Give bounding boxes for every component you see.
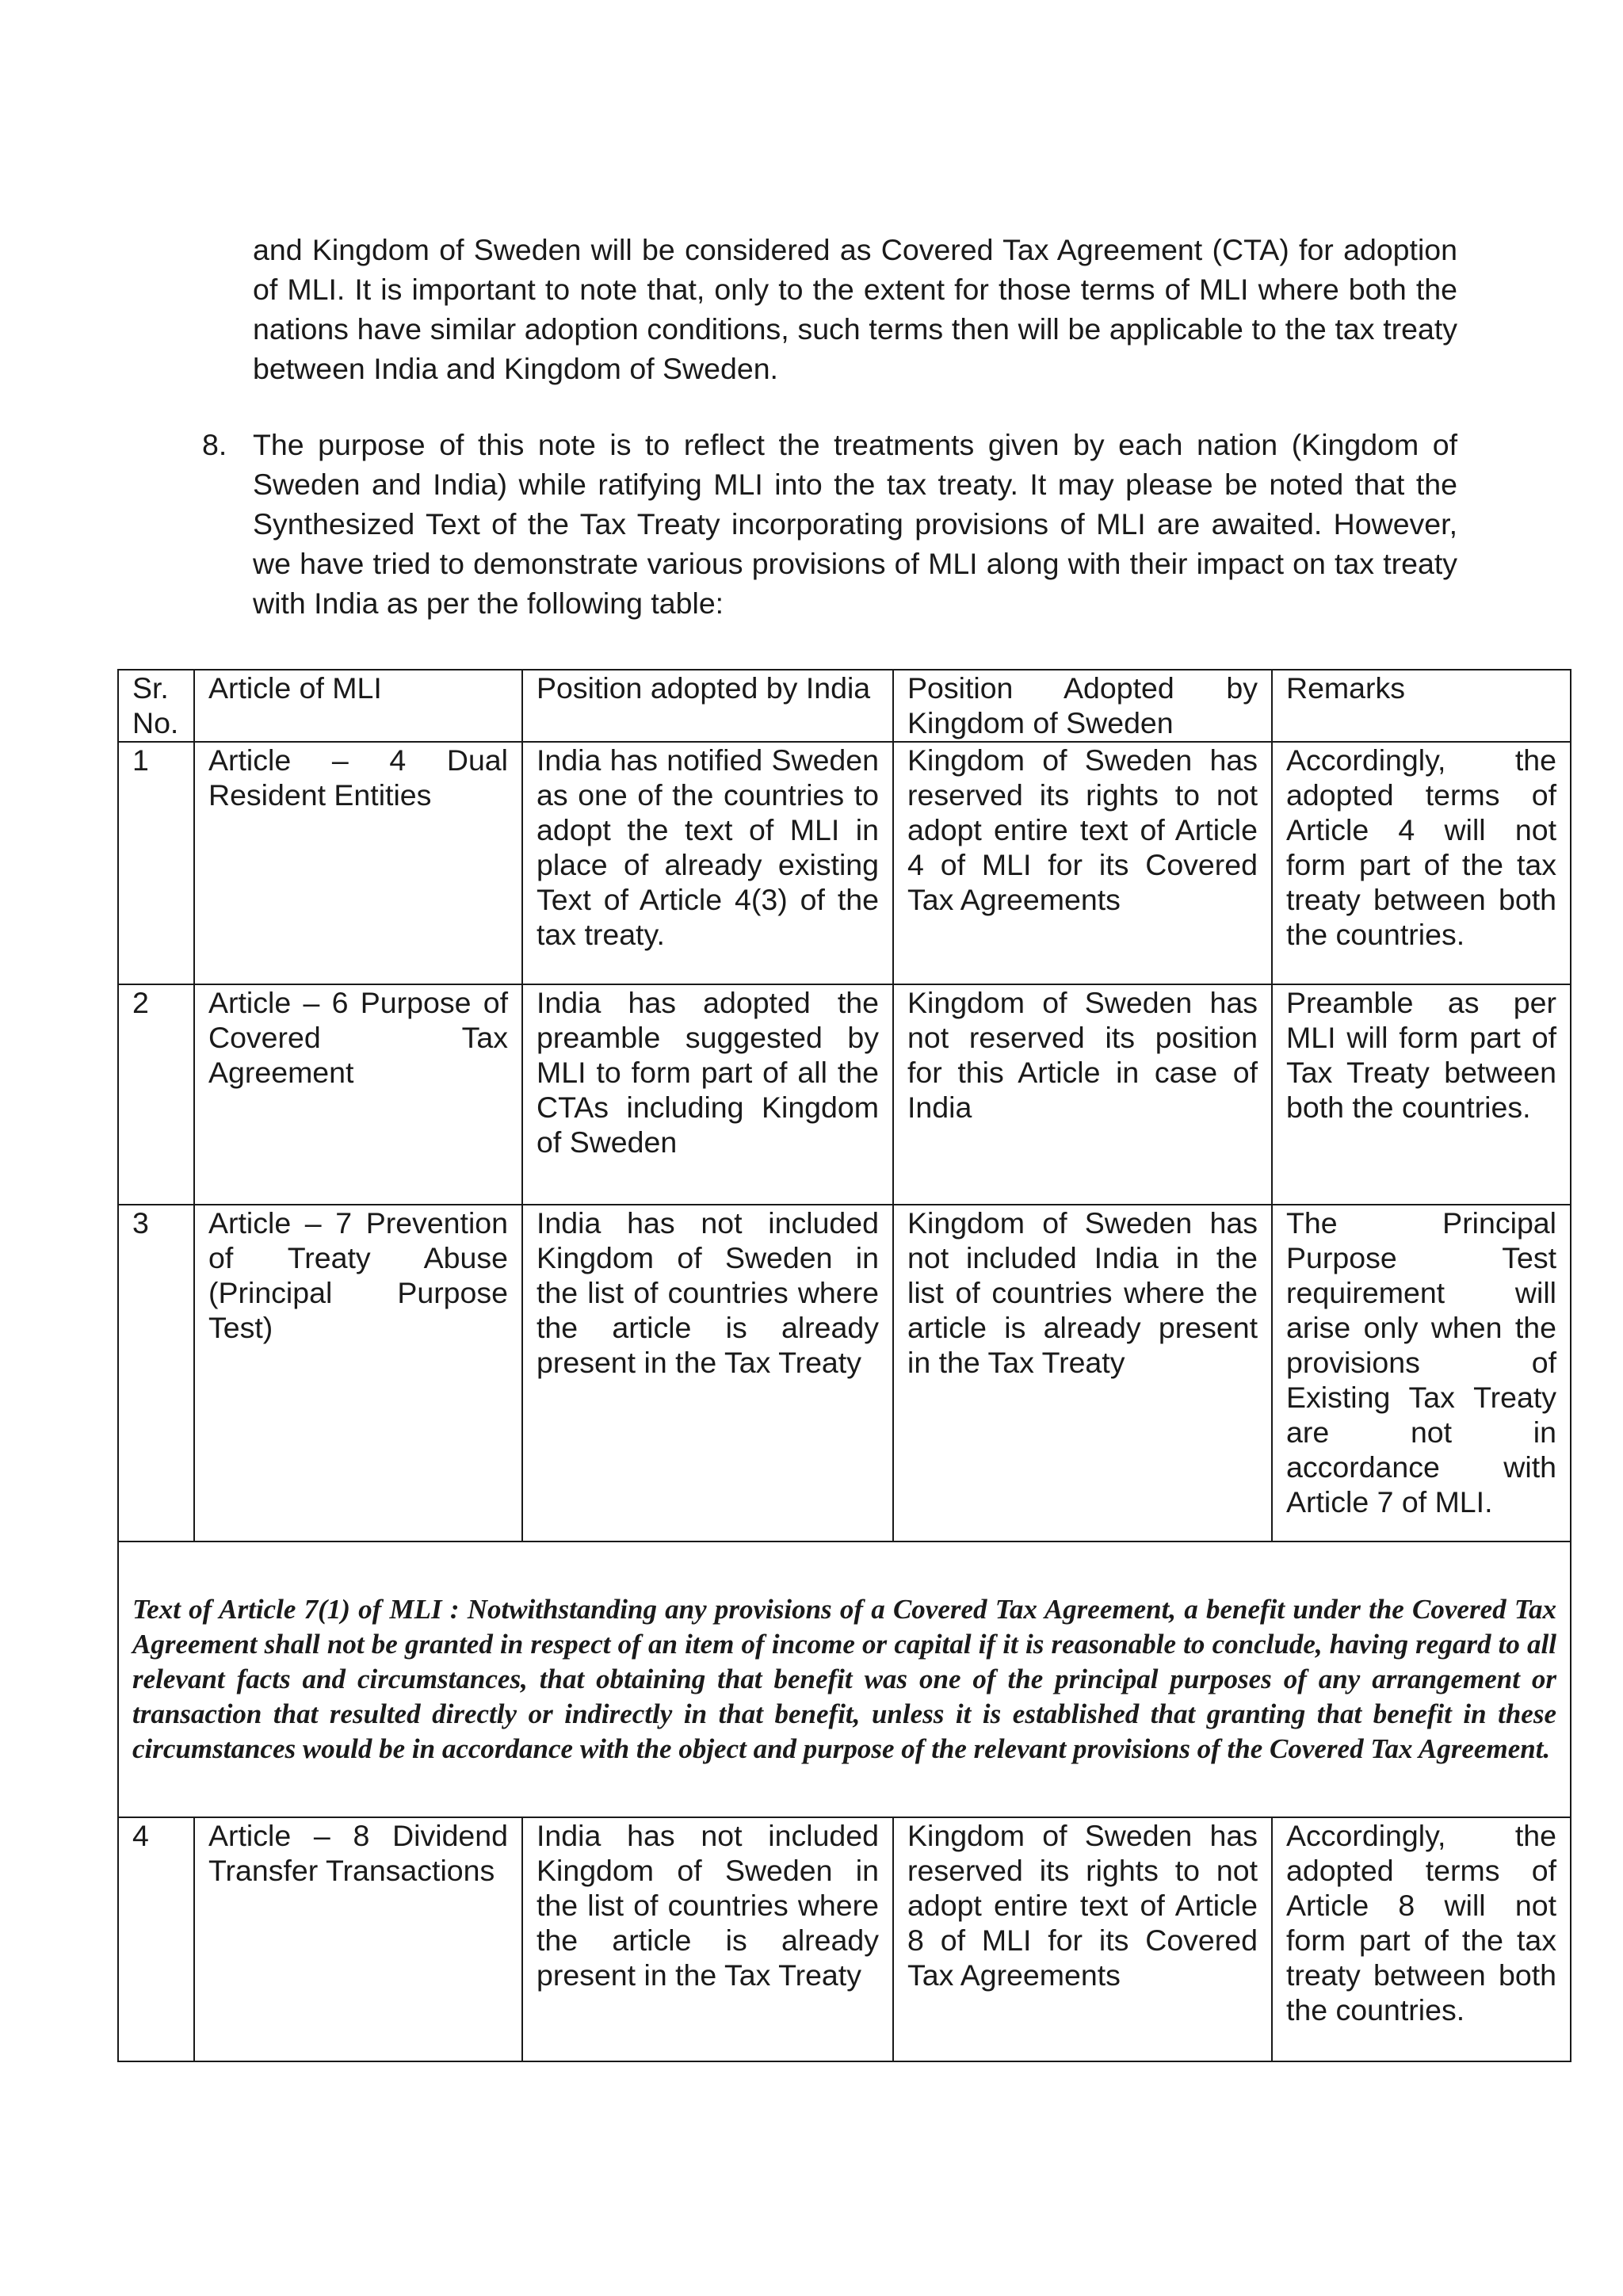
cell-india: India has not included Kingdom of Sweden in the list of countries where the article is already present in the Tax Treaty: [522, 1817, 893, 2061]
cell-india: India has notified Sweden as one of the countries to adopt the text of MLI in place of already existing Text of Article 4(3) of the tax treaty.: [522, 742, 893, 984]
cell-article: Article – 6 Purpose of Covered Tax Agreement: [194, 984, 522, 1205]
table-row: [118, 742, 1571, 984]
cell-sweden: Kingdom of Sweden has reserved its rights to not adopt entire text of Article 8 of MLI for its Covered Tax Agreements: [893, 1817, 1272, 2061]
header-remarks: Remarks: [1272, 670, 1571, 742]
cell-india: India has adopted the preamble suggested by MLI to form part of all the CTAs including Kingdom of Sweden: [522, 984, 893, 1205]
header-article: Article of MLI: [194, 670, 522, 742]
cell-remarks: Accordingly, the adopted terms of Article 8 will not form part of the tax treaty between both the countries.: [1272, 1817, 1571, 2061]
cell-sr: 2: [118, 984, 194, 1205]
cell-remarks: The Principal Purpose Test requirement will arise only when the provisions of Existing Tax Treaty are not in accordance with Article 7 of MLI.: [1272, 1205, 1571, 1541]
header-sweden: Position Adopted by Kingdom of Sweden: [893, 670, 1272, 742]
cell-article: Article – 4 Dual Resident Entities: [194, 742, 522, 984]
cell-remarks: Preamble as per MLI will form part of Tax Treaty between both the countries.: [1272, 984, 1571, 1205]
intro-paragraph: and Kingdom of Sweden will be considered as Covered Tax Agreement (CTA) for adoption of MLI. It is important to note that, only to the extent for those terms of MLI where both the nations have similar adoption conditions, such terms then will be applicable to the tax treaty between India and Kingdom of Sweden.: [253, 233, 1457, 385]
cell-article: Article – 7 Prevention of Treaty Abuse (Principal Purpose Test): [194, 1205, 522, 1541]
table-header-row: [118, 670, 1571, 742]
cell-remarks: Accordingly, the adopted terms of Article 4 will not form part of the tax treaty between both the countries.: [1272, 742, 1571, 984]
table-row: [118, 1817, 1571, 2061]
point-number: 8.: [202, 428, 227, 461]
cell-india: India has not included Kingdom of Sweden in the list of countries where the article is already present in the Tax Treaty: [522, 1205, 893, 1541]
cell-sweden: Kingdom of Sweden has not included India in the list of countries where the article is already present in the Tax Treaty: [893, 1205, 1272, 1541]
cell-sweden: Kingdom of Sweden has not reserved its position for this Article in case of India: [893, 984, 1272, 1205]
point-8: [202, 425, 1457, 623]
point-text: The purpose of this note is to reflect the treatments given by each nation (Kingdom of Sweden and India) while ratifying MLI into the tax treaty. It may please be noted that the Synthesized Text of the Tax Treaty incorporating provisions of MLI are awaited. However, we have tried to demonstrate various provisions of MLI along with their impact on tax treaty with India as per the following table:: [253, 428, 1457, 620]
header-sr-no: Sr. No.: [118, 670, 194, 742]
header-india: Position adopted by India: [522, 670, 893, 742]
article7-note: Text of Article 7(1) of MLI : Notwithstanding any provisions of a Covered Tax Agreement, a benefit under the Covered Tax Agreement shall not be granted in respect of an item of income or capital if it is reasonable to conclude, having regard to all relevant facts and circumstances, that obtaining that benefit was one of the principal purposes of any arrangement or transaction that resulted directly or indirectly in that benefit, unless it is established that granting that benefit in these circumstances would be in accordance with the object and purpose of the relevant provisions of the Covered Tax Agreement.: [118, 1541, 1571, 1817]
cell-sr: 3: [118, 1205, 194, 1541]
article7-note-row: [118, 1541, 1571, 1817]
cell-sweden: Kingdom of Sweden has reserved its rights to not adopt entire text of Article 4 of MLI for its Covered Tax Agreements: [893, 742, 1272, 984]
table-row: [118, 984, 1571, 1205]
mli-table: [117, 669, 1571, 2062]
cell-sr: 1: [118, 742, 194, 984]
cell-article: Article – 8 Dividend Transfer Transactions: [194, 1817, 522, 2061]
table-row: [118, 1205, 1571, 1541]
cell-sr: 4: [118, 1817, 194, 2061]
